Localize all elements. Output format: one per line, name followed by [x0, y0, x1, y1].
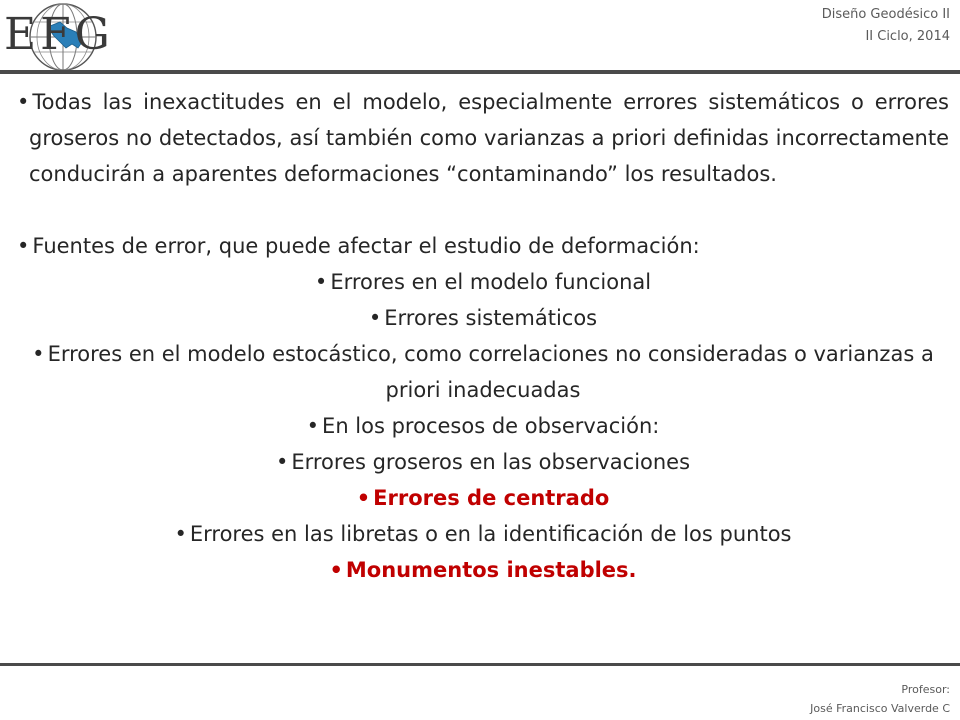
bullet-icon: • [306, 414, 320, 438]
list-item [17, 264, 949, 300]
bullet-icon: • [174, 522, 187, 546]
list-item-text: Monumentos inestables. [345, 558, 637, 582]
bullet-icon: • [17, 234, 30, 258]
professor-name: José Francisco Valverde C [810, 702, 950, 715]
list-item-highlighted [17, 552, 949, 588]
sources-heading [17, 228, 949, 264]
efg-logo [4, 2, 116, 72]
list-item-text: Errores groseros en las observaciones [291, 450, 691, 474]
list-item [17, 444, 949, 480]
list-item [17, 408, 949, 444]
course-title: Diseño Geodésico II [821, 7, 950, 22]
sources-heading-text: Fuentes de error, que puede afectar el estudio de deformación: [32, 234, 700, 258]
bullet-icon: • [17, 90, 30, 114]
footer-info [810, 680, 950, 718]
intro-paragraph [17, 84, 949, 192]
list-item-text: Errores en el modelo estocástico, como correlaciones no consideradas o varianzas a priori inadecuadas [47, 342, 934, 402]
list-item-text: Errores sistemáticos [384, 306, 598, 330]
intro-text: Todas las inexactitudes en el modelo, especialmente errores sistemáticos o errores groseros no detectados, así también como varianzas a priori definidas incorrectamente conducirán a aparentes deformaciones “contaminando” los resultados. [29, 90, 949, 186]
list-item-text: En los procesos de observación: [322, 414, 660, 438]
footer-divider [0, 663, 960, 666]
spacer [17, 192, 949, 228]
slide-body [17, 84, 949, 588]
header-divider [0, 70, 960, 74]
list-item-text: Errores en el modelo funcional [330, 270, 652, 294]
list-item [17, 516, 949, 552]
list-item-text: Errores de centrado [373, 486, 610, 510]
bullet-icon: • [32, 342, 45, 366]
logo-text: EFG [4, 9, 114, 60]
bullet-icon: • [329, 558, 343, 582]
list-item-text: Errores en las libretas o en la identificación de los puntos [189, 522, 792, 546]
course-term: II Ciclo, 2014 [865, 29, 950, 44]
bullet-icon: • [314, 270, 328, 294]
list-item-highlighted [17, 480, 949, 516]
bullet-icon: • [275, 450, 289, 474]
bullet-icon: • [356, 486, 371, 510]
professor-label: Profesor: [901, 683, 950, 696]
header-info [822, 4, 950, 48]
bullet-icon: • [368, 306, 382, 330]
list-item [17, 300, 949, 336]
list-item [17, 336, 949, 408]
